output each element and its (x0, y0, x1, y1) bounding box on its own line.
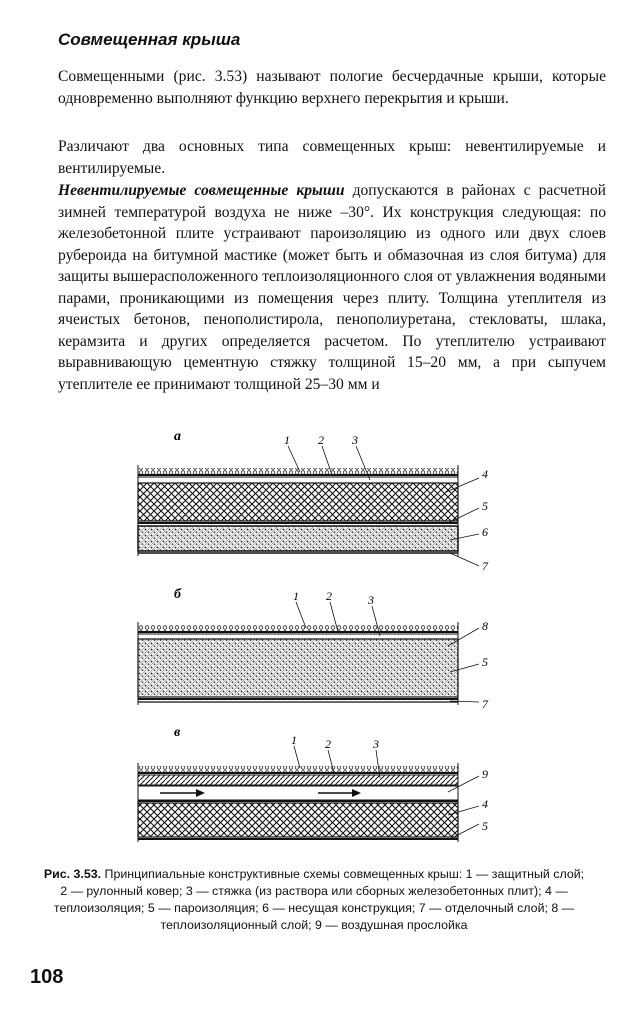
caption-text: Принципиальные конструктивные схемы совмещенных крыш: 1 — защитный слой; 2 — рулонный ковер; 3 — стяжка (из раствора или сборных железобетонных плит); 4 — теплоизоляция; 5 — пароизоляция; 6 — несущая конструкция; 7 — отделочный слой; 8 — теплоизоляционный слой; 9 — воздушная прослойка (53, 867, 585, 932)
callout: 3 (368, 593, 374, 607)
thermal-insulation (138, 483, 458, 521)
callout: 1 (293, 589, 299, 603)
paragraph-2-text: Различают два основных типа совмещенных крыш: невентилируемые и вентилируемые. (58, 138, 606, 177)
paragraph-3-text (58, 180, 606, 395)
callout: 1 (291, 733, 297, 747)
figure-caption (40, 866, 588, 934)
section-title: Совмещенная крыша (58, 30, 241, 49)
callout: 4 (482, 467, 488, 481)
paragraph-3-lead: Невентилируемые совмещенные крыши (58, 182, 345, 199)
callout: 5 (482, 499, 488, 513)
thermal-insulation (138, 803, 458, 837)
scheme-a-letter: а (174, 429, 181, 444)
paragraph-2 (58, 136, 606, 179)
callout: 9 (482, 767, 488, 781)
callout: 7 (482, 697, 488, 711)
scheme-b (138, 587, 489, 711)
protective-layer (138, 766, 458, 773)
callout: 7 (482, 559, 488, 573)
load-bearing-slab (138, 526, 458, 551)
callout: 3 (373, 737, 379, 751)
callout: 4 (482, 797, 488, 811)
screed (138, 477, 458, 483)
callout: 8 (482, 619, 488, 633)
callout: 3 (352, 433, 358, 447)
protective-layer (138, 468, 458, 475)
paragraph-3 (58, 180, 606, 395)
screed (138, 634, 458, 639)
paragraph-3-body: допускаются в районах с расчетной зимней температурой воздуха не ниже –30°. Их конструкция следующая: по железобетонной плите устраивают пароизоляцию из одного или двух слоев рубероида на битумной мастике (может быть и обмазочная из слоя битума) для защиты вышерасположенного теплоизоляционного слоя от увлажнения водяными парами, проникающими из помещения через плиту. Толщина утеплителя из ячеистых бетонов, пенополистирола, пенополиуретана, стекловаты, шлака, керамзита и других определяется расчетом. По утеплителю устраивают выравнивающую цементную стяжку толщиной 15–20 мм, а при сыпучем утеплителе ее принимают толщиной 25–30 мм и (58, 182, 606, 393)
callout: 6 (482, 525, 488, 539)
callout: 1 (284, 433, 290, 447)
scheme-c-letter: в (174, 725, 181, 740)
protective-layer (138, 625, 458, 632)
callout: 5 (482, 655, 488, 669)
callout: 2 (318, 433, 324, 447)
paragraph-1 (58, 66, 606, 109)
callout: 2 (326, 589, 332, 603)
scheme-c (138, 725, 488, 842)
caption-title: Рис. 3.53. (43, 867, 102, 881)
page-number: 108 (30, 966, 64, 988)
callout: 5 (482, 819, 488, 833)
screed (138, 775, 458, 785)
insulating-layer (138, 639, 458, 697)
scheme-a (138, 429, 489, 573)
callout: 2 (325, 737, 331, 751)
roof-schemes-figure (0, 420, 628, 860)
paragraph-1-text: Совмещенными (рис. 3.53) называют пологие бесчердачные крыши, которые одновременно выполняют функцию верхнего перекрытия и крыши. (58, 68, 606, 107)
scheme-b-letter: б (174, 587, 181, 602)
